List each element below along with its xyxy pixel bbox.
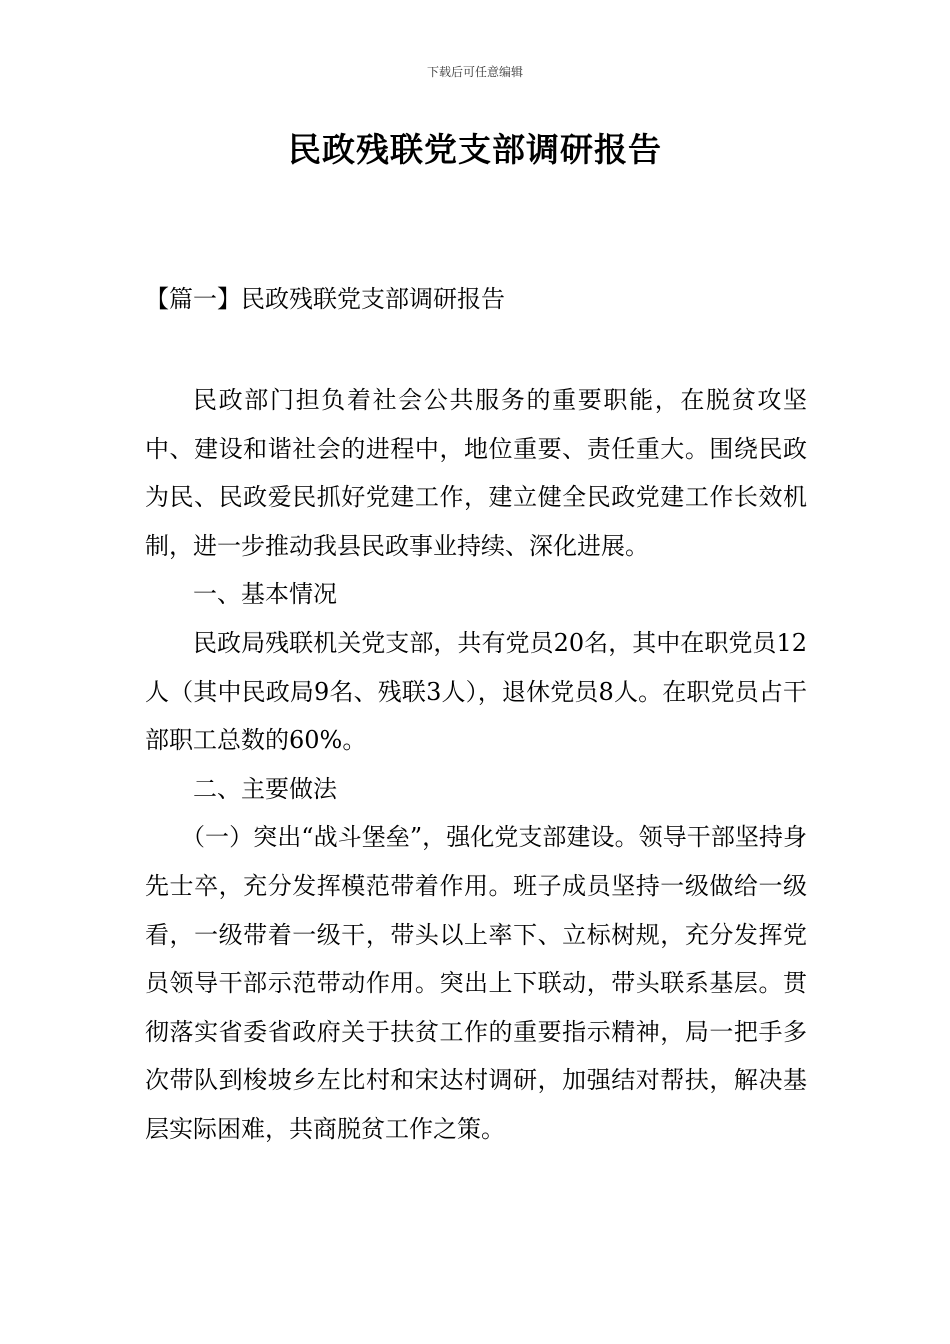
document-body: [145, 376, 807, 1154]
heading-basic-situation: 一、基本情况: [193, 580, 337, 609]
paragraph-intro: 民政部门担负着社会公共服务的重要职能，在脱贫攻坚中、建设和谐社会的进程中，地位重要、责任重大。围绕民政为民、民政爱民抓好党建工作，建立健全民政党建工作长效机制，进一步推动我县民政事业持续、深化进展。: [145, 386, 807, 560]
header-note: 下载后可任意编辑: [426, 65, 523, 79]
section-heading: 【篇一】民政残联党支部调研报告: [145, 285, 505, 313]
paragraph-basic-situation: 民政局残联机关党支部，共有党员20名，其中在职党员12人（其中民政局9名、残联3人），退休党员8人。在职党员占干部职工总数的60%。: [145, 628, 807, 755]
paragraph-practice-one: （一）突出“战斗堡垒”，强化党支部建设。领导干部坚持身先士卒，充分发挥模范带着作用。班子成员坚持一级做给一级看，一级带着一级干，带头以上率下、立标树规，充分发挥党员领导干部示范带动作用。突出上下联动，带头联系基层。贯彻落实省委省政府关于扶贫工作的重要指示精神，局一把手多次带队到梭坡乡左比村和宋达村调研，加强结对帮扶，解决基层实际困难，共商脱贫工作之策。: [145, 823, 807, 1143]
document-title: 民政残联党支部调研报告: [288, 130, 662, 169]
heading-main-practices: 二、主要做法: [193, 774, 337, 803]
